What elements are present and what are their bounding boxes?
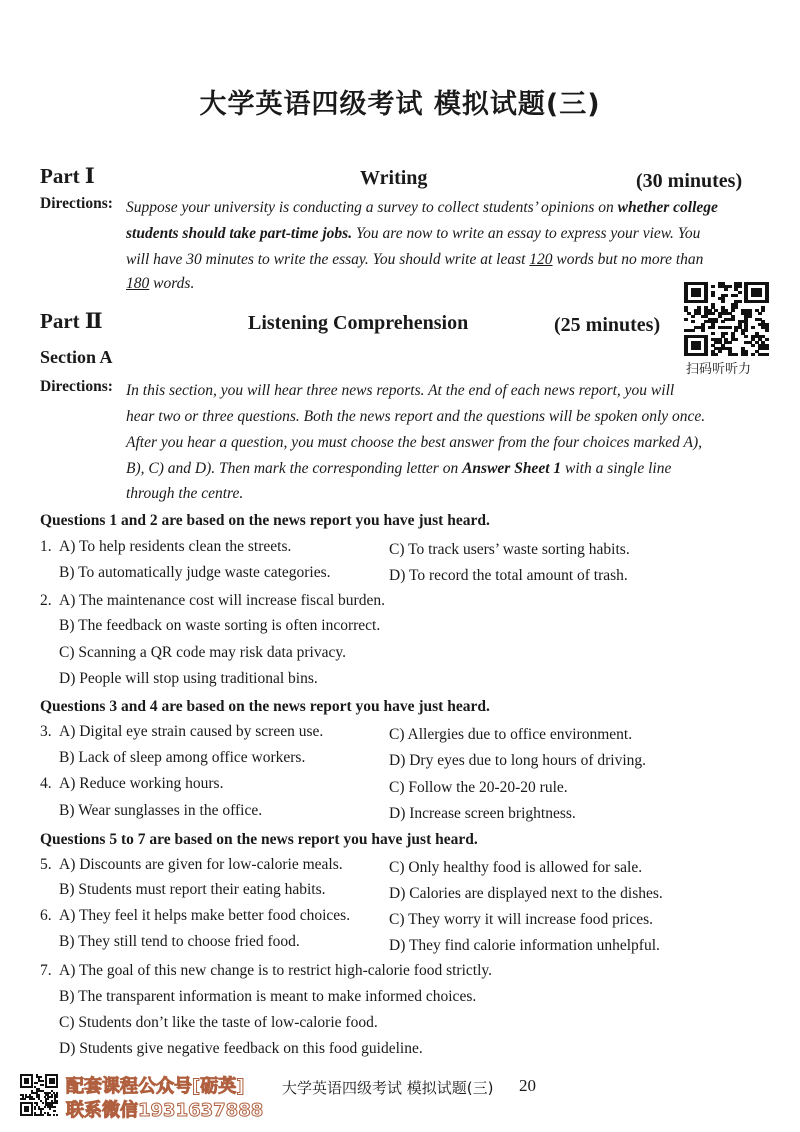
qr-module [44,1106,46,1108]
qr-module [728,326,732,329]
qr-module [734,306,738,309]
qr-module [721,300,725,303]
qr-module [765,347,769,350]
option-d: D) To record the total amount of trash. [389,567,628,584]
qr-module [731,318,735,321]
qr-module [44,1112,46,1114]
qr-module [684,318,688,321]
qr-caption: 扫码听听力 [686,362,752,377]
qr-module [56,1096,58,1098]
qr-module [47,1098,49,1100]
option-b: B) Students must report their eating habits. [59,881,326,898]
qr-module [738,300,742,303]
qr-module [24,1098,26,1100]
option-d: D) Increase screen brightness. [389,805,576,822]
qr-module [724,288,728,291]
part-2-directions-label: Directions: [40,378,113,395]
part-1-title: Writing [360,167,428,189]
qr-module [54,1110,56,1112]
question-group-header: Questions 5 to 7 are based on the news report you have just heard. [40,831,478,848]
part-1-directions-line: will have 30 minutes to write the essay. You should write at least 120 words but no more than [126,251,704,268]
qr-module [728,341,732,344]
qr-module [718,315,722,318]
qr-module [724,332,728,335]
qr-module [704,353,708,356]
qr-module [734,294,738,297]
question-number: 4. [40,775,52,792]
qr-module [697,294,701,297]
part-2-title: Listening Comprehension [248,312,469,334]
option-d: D) Students give negative feedback on this food guideline. [59,1040,423,1057]
option-b: B) To automatically judge waste categories. [59,564,331,581]
qr-module [56,1086,58,1088]
qr-module [744,353,748,356]
qr-module [731,309,735,312]
option-a: A) The maintenance cost will increase fiscal burden. [59,592,385,609]
option-b: B) They still tend to choose fried food. [59,933,300,950]
qr-module [34,1108,36,1110]
qr-module [42,1080,44,1082]
watermark-line: 配套课程公众号[砺英] [66,1076,245,1097]
qr-module [765,300,769,303]
qr-module [734,353,738,356]
part-2-directions-line: B), C) and D). Then mark the corresponding letter on Answer Sheet 1 with a single line [126,460,672,477]
qr-module [728,285,732,288]
option-d: D) People will stop using traditional bins. [59,670,318,687]
qr-module [711,312,715,315]
qr-module [744,329,748,332]
option-b: B) Wear sunglasses in the office. [59,802,263,819]
qr-module [711,285,715,288]
question-number: 7. [40,962,52,979]
qr-module [711,294,715,297]
option-c: C) Only healthy food is allowed for sale. [389,859,643,876]
page-title: 大学英语四级考试 模拟试题(三) [199,89,601,120]
qr-module [42,1108,44,1110]
qr-module [42,1114,44,1116]
qr-module [721,320,725,323]
qr-module [691,315,695,318]
qr-module [765,338,769,341]
section-a-label: Section A [40,347,113,367]
option-a: A) They feel it helps make better food choices. [59,907,351,924]
qr-module [31,1114,33,1116]
option-a: A) Reduce working hours. [59,775,224,792]
option-b: B) The transparent information is meant to make informed choices. [59,988,477,1005]
option-a: A) Discounts are given for low-calorie meals. [59,856,343,873]
page-number: 20 [519,1076,536,1095]
qr-module [53,1114,55,1116]
part-2-directions-line: through the centre. [126,485,244,502]
qr-module [734,329,738,332]
qr-module [704,300,708,303]
part-1-time: (30 minutes) [636,170,743,192]
part-2-time: (25 minutes) [554,314,661,336]
qr-module [691,320,695,323]
question-group-header: Questions 3 and 4 are based on the news report you have just heard. [40,698,490,715]
qr-module [49,1114,51,1116]
option-d: D) They find calorie information unhelpful. [389,937,660,954]
question-number: 1. [40,538,52,555]
qr-module [744,335,748,338]
qr-module [761,309,765,312]
part-2-directions-line: In this section, you will hear three news reports. At the end of each news report, you will [126,382,675,399]
qr-module [758,294,762,297]
qr-module [751,326,755,329]
qr-module [27,1110,29,1112]
qr-module [42,1102,44,1104]
option-c: C) They worry it will increase food prices. [389,911,653,928]
qr-module [27,1082,29,1084]
qr-module [724,294,728,297]
qr-code-icon [684,282,768,356]
option-b: B) Lack of sleep among office workers. [59,749,306,766]
part-1-directions-label: Directions: [40,195,113,212]
part-2-directions-line: hear two or three questions. Both the news report and the questions will be spoken only once. [126,408,706,425]
question-number: 5. [40,856,52,873]
part-1-label: Part Ⅰ [40,164,95,188]
option-a: A) Digital eye strain caused by screen use. [59,723,324,740]
qr-module [53,1082,55,1084]
qr-module [49,1108,51,1110]
qr-module [33,1098,35,1100]
qr-module [765,353,769,356]
qr-module [701,329,705,332]
qr-module [714,320,718,323]
qr-code-icon [20,1074,58,1116]
qr-module [42,1084,44,1086]
qr-module [711,326,715,329]
part-2-label: Part Ⅱ [40,309,103,333]
qr-module [31,1086,33,1088]
qr-module [734,338,738,341]
qr-module [36,1082,38,1084]
qr-module [758,312,762,315]
qr-module [56,1102,58,1104]
option-a: A) To help residents clean the streets. [59,538,292,555]
watermark-line: 联系微信1931637888 [66,1100,264,1121]
option-c: C) Scanning a QR code may risk data privacy. [59,644,346,661]
question-number: 6. [40,907,52,924]
qr-module [765,329,769,332]
qr-module [751,344,755,347]
option-c: C) Follow the 20-20-20 rule. [389,779,568,796]
question-number: 2. [40,592,52,609]
part-1-directions-line: Suppose your university is conducting a survey to collect students’ opinions on whether college [126,199,718,216]
option-a: A) The goal of this new change is to restrict high-calorie food strictly. [59,962,493,979]
qr-module [738,285,742,288]
qr-module [718,350,722,353]
running-title: 大学英语四级考试 模拟试题(三) [282,1079,494,1097]
qr-module [54,1106,56,1108]
option-d: D) Dry eyes due to long hours of driving. [389,752,646,769]
option-d: D) Calories are displayed next to the dishes. [389,885,663,902]
part-1-directions-line: students should take part-time jobs. You are now to write an essay to express your view. You [126,225,701,242]
option-c: C) Allergies due to office environment. [389,726,633,743]
qr-module [714,353,718,356]
qr-module [748,315,752,318]
option-c: C) Students don’t like the taste of low-calorie food. [59,1014,378,1031]
qr-module [697,347,701,350]
part-1-directions-line: 180 words. [126,275,195,292]
part-2-directions-line: After you hear a question, you must choose the best answer from the four choices marked A), [126,434,702,451]
qr-module [56,1114,58,1116]
option-c: C) To track users’ waste sorting habits. [389,541,630,558]
qr-module [738,291,742,294]
qr-module [691,329,695,332]
qr-module [751,353,755,356]
qr-module [40,1076,42,1078]
question-number: 3. [40,723,52,740]
qr-module [51,1096,53,1098]
option-b: B) The feedback on waste sorting is often incorrect. [59,617,381,634]
question-group-header: Questions 1 and 2 are based on the news report you have just heard. [40,512,490,529]
qr-module [711,332,715,335]
